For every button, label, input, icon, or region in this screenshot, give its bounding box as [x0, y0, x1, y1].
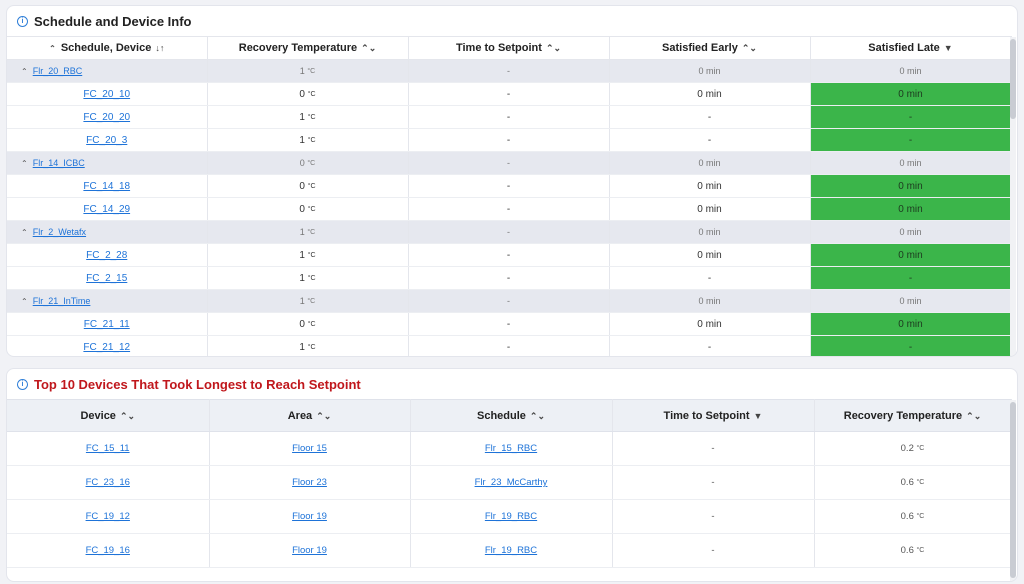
- device-row: [7, 336, 1011, 358]
- area-cell: [209, 534, 410, 568]
- recovery-temperature-cell: 1 °C: [207, 267, 408, 290]
- satisfied-early-cell: 0 min: [609, 152, 810, 175]
- device-cell: [7, 83, 207, 106]
- device-row: [7, 198, 1011, 221]
- chevron-up-icon[interactable]: ⌃: [21, 228, 28, 237]
- temperature-unit: °C: [307, 90, 316, 98]
- satisfied-early-cell: 0 min: [609, 175, 810, 198]
- schedule-cell: [410, 500, 612, 534]
- recovery-temperature-cell: 1 °C: [207, 290, 408, 313]
- device-row: [7, 267, 1011, 290]
- device-link[interactable]: FC_14_29: [83, 203, 131, 215]
- device-link[interactable]: FC_15_11: [85, 443, 130, 454]
- device-cell: [7, 244, 207, 267]
- device-row: [7, 313, 1011, 336]
- table-row: [7, 432, 1011, 466]
- schedule-cell: [7, 60, 207, 83]
- column-header-recovery-temperature[interactable]: Recovery Temperature ⌃⌄: [814, 400, 1011, 432]
- device-link[interactable]: FC_23_16: [85, 477, 130, 488]
- device-row: [7, 83, 1011, 106]
- sort-icon: ⌃⌄: [545, 43, 562, 53]
- temperature-unit: °C: [307, 136, 316, 144]
- recovery-temperature-cell: 0 °C: [207, 175, 408, 198]
- temperature-unit: °C: [307, 320, 316, 328]
- panel-header: [7, 6, 1017, 36]
- info-icon[interactable]: i: [17, 379, 28, 390]
- time-to-setpoint-cell: -: [408, 290, 609, 313]
- table-row: [7, 466, 1011, 500]
- info-icon[interactable]: i: [17, 16, 28, 27]
- time-to-setpoint-cell: -: [408, 313, 609, 336]
- chevron-up-icon[interactable]: ⌃: [21, 297, 28, 306]
- device-link[interactable]: FC_21_11: [83, 318, 130, 330]
- recovery-temperature-cell: 0 °C: [207, 83, 408, 106]
- top-devices-panel: [6, 368, 1018, 582]
- device-cell: [7, 267, 207, 290]
- device-cell: [7, 175, 207, 198]
- top-devices-table: [7, 399, 1012, 568]
- device-cell: [7, 198, 207, 221]
- device-link[interactable]: FC_20_20: [83, 111, 131, 123]
- area-cell: [209, 466, 410, 500]
- satisfied-early-cell: 0 min: [609, 198, 810, 221]
- recovery-temperature-cell: 0 °C: [207, 313, 408, 336]
- device-row: [7, 244, 1011, 267]
- satisfied-late-cell: -: [810, 267, 1011, 290]
- device-cell: [7, 466, 209, 500]
- device-row: [7, 106, 1011, 129]
- sort-icon: ⌃⌄: [966, 410, 982, 421]
- time-to-setpoint-cell: -: [408, 83, 609, 106]
- sort-icon: ⌃⌄: [361, 43, 377, 53]
- time-to-setpoint-cell: -: [408, 129, 609, 152]
- schedule-device-rows: [7, 60, 1011, 358]
- table-row: [7, 500, 1011, 534]
- schedule-link[interactable]: Flr_20_RBC: [32, 66, 83, 76]
- time-to-setpoint-cell: -: [612, 500, 814, 534]
- panel-title: Top 10 Devices That Took Longest to Reach Setpoint: [34, 376, 361, 392]
- schedule-link[interactable]: Flr_19_RBC: [484, 511, 538, 522]
- satisfied-late-cell: 0 min: [810, 290, 1011, 313]
- satisfied-early-cell: 0 min: [609, 221, 810, 244]
- chevron-up-icon[interactable]: ⌃: [21, 67, 28, 76]
- recovery-temperature-cell: 1 °C: [207, 336, 408, 358]
- time-to-setpoint-cell: -: [408, 60, 609, 83]
- device-cell: [7, 336, 207, 358]
- schedule-cell: [7, 152, 207, 175]
- scrollbar-thumb[interactable]: [1010, 39, 1016, 119]
- satisfied-late-cell: 0 min: [810, 313, 1011, 336]
- device-link[interactable]: FC_19_12: [85, 511, 130, 522]
- recovery-temperature-cell: 0.6 °C: [814, 500, 1011, 534]
- temperature-unit: °C: [307, 298, 316, 305]
- device-cell: [7, 313, 207, 336]
- recovery-temperature-cell: 0 °C: [207, 198, 408, 221]
- satisfied-early-cell: 0 min: [609, 60, 810, 83]
- satisfied-late-cell: 0 min: [810, 152, 1011, 175]
- chevron-up-icon[interactable]: ⌃: [21, 159, 28, 168]
- schedule-link[interactable]: Flr_2_Wetafx: [32, 227, 87, 237]
- sort-icon: ⌃⌄: [529, 410, 545, 421]
- device-cell: [7, 129, 207, 152]
- schedule-link[interactable]: Flr_15_RBC: [484, 443, 538, 454]
- column-header-device[interactable]: Device ⌃⌄: [7, 400, 209, 432]
- satisfied-late-cell: -: [810, 336, 1011, 358]
- vertical-scrollbar[interactable]: [1010, 37, 1016, 357]
- satisfied-late-cell: 0 min: [810, 221, 1011, 244]
- device-link[interactable]: FC_20_10: [83, 88, 131, 100]
- area-link[interactable]: Floor 15: [292, 443, 327, 454]
- time-to-setpoint-cell: -: [408, 198, 609, 221]
- area-link[interactable]: Floor 19: [292, 511, 327, 522]
- vertical-scrollbar[interactable]: [1010, 400, 1016, 582]
- device-link[interactable]: FC_2_28: [86, 249, 128, 261]
- device-cell: [7, 106, 207, 129]
- recovery-temperature-cell: 0.2 °C: [814, 432, 1011, 466]
- table-row: [7, 534, 1011, 568]
- temperature-unit: °C: [307, 68, 316, 75]
- time-to-setpoint-cell: -: [408, 106, 609, 129]
- scrollbar-thumb[interactable]: [1010, 402, 1016, 578]
- temperature-unit: °C: [307, 274, 316, 282]
- satisfied-early-cell: -: [609, 267, 810, 290]
- device-cell: [7, 432, 209, 466]
- schedule-group-row: [7, 221, 1011, 244]
- satisfied-late-cell: 0 min: [810, 60, 1011, 83]
- schedule-device-info-panel: [6, 5, 1018, 357]
- satisfied-early-cell: -: [609, 336, 810, 358]
- time-to-setpoint-cell: -: [408, 267, 609, 290]
- recovery-temperature-cell: 0 °C: [207, 152, 408, 175]
- satisfied-late-cell: 0 min: [810, 198, 1011, 221]
- satisfied-early-cell: -: [609, 129, 810, 152]
- recovery-temperature-cell: 1 °C: [207, 60, 408, 83]
- schedule-cell: [410, 534, 612, 568]
- time-to-setpoint-cell: -: [408, 152, 609, 175]
- temperature-unit: °C: [307, 251, 316, 259]
- temperature-unit: °C: [916, 445, 925, 452]
- column-header-time-to-setpoint[interactable]: Time to Setpoint ⌃⌄: [408, 37, 609, 60]
- temperature-unit: °C: [307, 182, 316, 190]
- satisfied-early-cell: 0 min: [609, 83, 810, 106]
- schedule-cell: [7, 290, 207, 313]
- temperature-unit: °C: [307, 343, 316, 351]
- area-cell: [209, 432, 410, 466]
- recovery-temperature-cell: 1 °C: [207, 244, 408, 267]
- sort-icon: ⌃⌄: [316, 410, 332, 421]
- column-header-area[interactable]: Area ⌃⌄: [209, 400, 410, 432]
- sort-icon: ⌃⌄: [119, 410, 136, 421]
- column-header-schedule[interactable]: Schedule ⌃⌄: [410, 400, 612, 432]
- sort-icon: ⌃⌄: [741, 43, 757, 53]
- device-link[interactable]: FC_14_18: [83, 180, 131, 192]
- recovery-temperature-cell: 1 °C: [207, 221, 408, 244]
- time-to-setpoint-cell: -: [408, 175, 609, 198]
- device-row: [7, 129, 1011, 152]
- schedule-device-table: [7, 36, 1012, 357]
- schedule-link[interactable]: Flr_19_RBC: [484, 545, 538, 556]
- temperature-unit: °C: [916, 479, 925, 486]
- satisfied-late-cell: 0 min: [810, 175, 1011, 198]
- schedule-group-row: [7, 290, 1011, 313]
- device-cell: [7, 534, 209, 568]
- schedule-group-row: [7, 152, 1011, 175]
- column-header-time-to-setpoint[interactable]: Time to Setpoint ▼: [612, 400, 814, 432]
- temperature-unit: °C: [307, 205, 316, 213]
- time-to-setpoint-cell: -: [612, 466, 814, 500]
- area-link[interactable]: Floor 19: [292, 545, 327, 556]
- column-header-satisfied-late[interactable]: Satisfied Late ▼: [810, 37, 1011, 60]
- device-cell: [7, 500, 209, 534]
- satisfied-early-cell: 0 min: [609, 244, 810, 267]
- column-header-schedule-device[interactable]: ⌃ Schedule, Device ↓↑: [7, 37, 207, 60]
- area-cell: [209, 500, 410, 534]
- schedule-link[interactable]: Flr_23_McCarthy: [474, 477, 548, 488]
- column-header-recovery-temperature[interactable]: Recovery Temperature ⌃⌄: [207, 37, 408, 60]
- sort-desc-icon: ▼: [753, 410, 763, 421]
- chevron-up-icon: ⌃: [49, 44, 56, 53]
- temperature-unit: °C: [916, 547, 925, 554]
- time-to-setpoint-cell: -: [408, 336, 609, 358]
- satisfied-late-cell: 0 min: [810, 83, 1011, 106]
- schedule-link[interactable]: Flr_21_InTime: [32, 296, 91, 306]
- schedule-group-row: [7, 60, 1011, 83]
- satisfied-early-cell: -: [609, 106, 810, 129]
- device-row: [7, 175, 1011, 198]
- area-link[interactable]: Floor 23: [292, 477, 327, 488]
- top-devices-rows: [7, 432, 1011, 568]
- device-link[interactable]: FC_2_15: [86, 272, 128, 284]
- device-link[interactable]: FC_21_12: [83, 341, 131, 353]
- panel-header: [7, 369, 1017, 399]
- device-link[interactable]: FC_20_3: [86, 134, 128, 146]
- temperature-unit: °C: [307, 113, 316, 121]
- time-to-setpoint-cell: -: [612, 534, 814, 568]
- recovery-temperature-cell: 1 °C: [207, 106, 408, 129]
- recovery-temperature-cell: 0.6 °C: [814, 466, 1011, 500]
- schedule-link[interactable]: Flr_14_ICBC: [32, 158, 85, 168]
- temperature-unit: °C: [307, 229, 316, 236]
- temperature-unit: °C: [916, 513, 925, 520]
- device-link[interactable]: FC_19_16: [85, 545, 130, 556]
- column-header-satisfied-early[interactable]: Satisfied Early ⌃⌄: [609, 37, 810, 60]
- satisfied-early-cell: 0 min: [609, 290, 810, 313]
- time-to-setpoint-cell: -: [408, 221, 609, 244]
- temperature-unit: °C: [307, 160, 316, 167]
- sort-desc-icon: ▼: [943, 43, 953, 53]
- schedule-cell: [410, 466, 612, 500]
- sort-icon: ↓↑: [155, 43, 165, 53]
- satisfied-late-cell: -: [810, 129, 1011, 152]
- panel-title: Schedule and Device Info: [34, 13, 192, 29]
- satisfied-early-cell: 0 min: [609, 313, 810, 336]
- time-to-setpoint-cell: -: [408, 244, 609, 267]
- satisfied-late-cell: 0 min: [810, 244, 1011, 267]
- schedule-cell: [7, 221, 207, 244]
- satisfied-late-cell: -: [810, 106, 1011, 129]
- recovery-temperature-cell: 0.6 °C: [814, 534, 1011, 568]
- recovery-temperature-cell: 1 °C: [207, 129, 408, 152]
- schedule-cell: [410, 432, 612, 466]
- time-to-setpoint-cell: -: [612, 432, 814, 466]
